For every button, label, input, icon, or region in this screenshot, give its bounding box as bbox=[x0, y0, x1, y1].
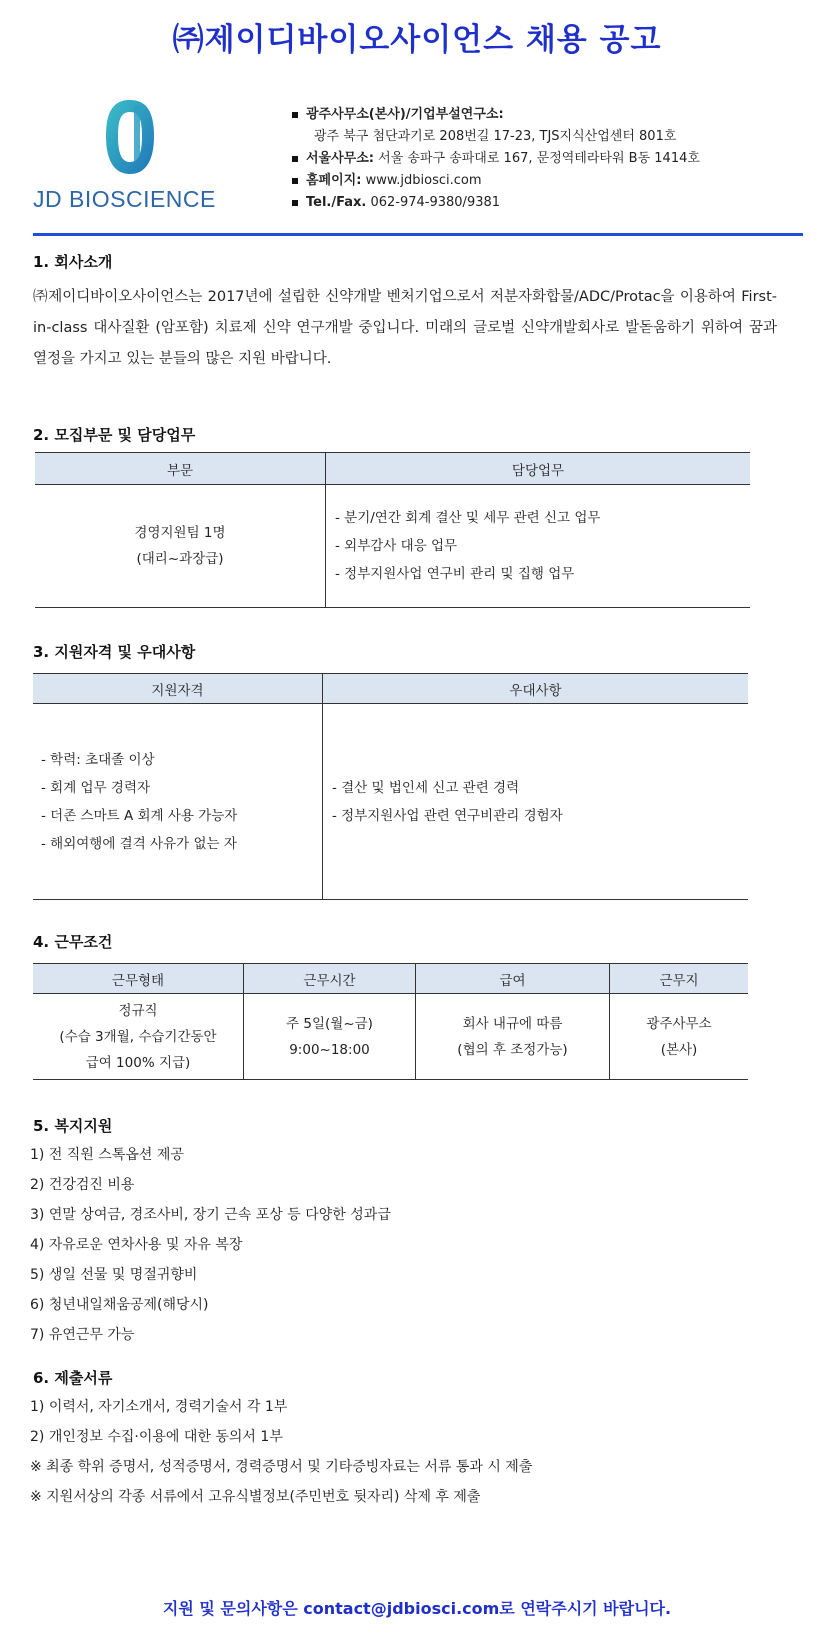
col-header-duty: 담당업무 bbox=[326, 453, 751, 485]
seoul-row bbox=[292, 148, 700, 170]
conditions-table bbox=[33, 963, 748, 1080]
section-heading-benefits: 5. 복지지원 bbox=[33, 1117, 113, 1135]
col-header-pref: 우대사항 bbox=[323, 674, 749, 704]
col-header-location: 근무지 bbox=[610, 964, 749, 994]
list-item: 2) 건강검진 비용 bbox=[30, 1177, 135, 1193]
section-heading-intro: 1. 회사소개 bbox=[33, 253, 113, 271]
tel-row bbox=[292, 192, 700, 214]
work-days: 주 5일(월~금) bbox=[286, 1015, 373, 1032]
col-header-dept: 부문 bbox=[35, 453, 326, 485]
work-time: 9:00~18:00 bbox=[289, 1041, 370, 1058]
positions-table bbox=[35, 452, 750, 608]
contact-info bbox=[292, 104, 700, 214]
bullet-icon bbox=[292, 112, 298, 118]
duty-item: - 분기/연간 회계 결산 및 세무 관련 신고 업무 bbox=[335, 510, 601, 526]
section-heading-positions: 2. 모집부문 및 담당업무 bbox=[33, 426, 196, 444]
duty-item: - 외부감사 대응 업무 bbox=[335, 538, 458, 554]
bullet-icon bbox=[292, 200, 298, 206]
preferences-cell bbox=[323, 704, 749, 900]
hq-address: 광주 북구 첨단과기로 208번길 17-23, TJS지식산업센터 801호 bbox=[314, 129, 677, 144]
col-header-type: 근무형태 bbox=[33, 964, 244, 994]
list-item: ※ 지원서상의 각종 서류에서 고유식별정보(주민번호 뒷자리) 삭제 후 제출 bbox=[30, 1489, 481, 1505]
section-heading-documents: 6. 제출서류 bbox=[33, 1369, 113, 1387]
dept-name: 경영지원팀 1명 bbox=[134, 525, 226, 541]
qual-item: - 해외여행에 결격 사유가 없는 자 bbox=[41, 835, 237, 852]
qualifications-cell bbox=[33, 704, 323, 900]
qualifications-table bbox=[33, 673, 748, 900]
page-title: ㈜제이디바이오사이언스 채용 공고 bbox=[172, 22, 662, 58]
employment-type-note: 급여 100% 지급) bbox=[85, 1054, 191, 1071]
bullet-icon bbox=[292, 156, 298, 162]
benefits-list bbox=[30, 1140, 391, 1350]
homepage-link[interactable]: www.jdbiosci.com bbox=[365, 173, 482, 188]
dept-grade: (대리~과장급) bbox=[136, 551, 224, 567]
list-item: 4) 자유로운 연차사용 및 자유 복장 bbox=[30, 1237, 243, 1253]
list-item: 6) 청년내일채움공제(해당시) bbox=[30, 1297, 209, 1313]
employment-type-note: (수습 3개월, 수습기간동안 bbox=[59, 1028, 217, 1045]
work-hours-cell bbox=[244, 994, 416, 1080]
qual-item: - 학력: 초대졸 이상 bbox=[41, 751, 155, 768]
pref-item: - 정부지원사업 관련 연구비관리 경험자 bbox=[332, 807, 563, 824]
section-heading-conditions: 4. 근무조건 bbox=[33, 933, 113, 951]
dept-cell bbox=[35, 485, 326, 608]
employment-type: 정규직 bbox=[118, 1002, 158, 1019]
list-item: 5) 생일 선물 및 명절귀향비 bbox=[30, 1267, 198, 1283]
location-value: 광주사무소 bbox=[646, 1015, 712, 1032]
list-item: 2) 개인정보 수집·이용에 대한 동의서 1부 bbox=[30, 1429, 283, 1445]
employment-type-cell bbox=[33, 994, 244, 1080]
qual-item: - 더존 스마트 A 회계 사용 가능자 bbox=[41, 807, 238, 824]
list-item: 3) 연말 상여금, 경조사비, 장기 근속 포상 등 다양한 성과급 bbox=[30, 1207, 391, 1223]
pay-note: (협의 후 조정가능) bbox=[457, 1041, 568, 1058]
company-intro-text: ㈜제이디바이오사이언스는 2017년에 설립한 신약개발 벤처기업으로서 저분자화합물/ADC/Protac을 이용하여 First-in-class 대사질환 (암포함) 치료제 신약 연구개발 중입니다. 미래의 글로벌 신약개발회사로 발돋움하기 위하여 꿈과 열정을 가지고 있는 분들의 많은 지원 바랍니다. bbox=[33, 289, 777, 367]
pref-item: - 결산 및 법인세 신고 관련 경력 bbox=[332, 779, 520, 796]
hq-label: 광주사무소(본사)/기업부설연구소: bbox=[306, 107, 504, 122]
hq-row bbox=[292, 104, 700, 126]
duty-cell bbox=[326, 485, 751, 608]
homepage-label: 홈페이지: bbox=[306, 173, 362, 188]
col-header-qual: 지원자격 bbox=[33, 674, 323, 704]
qual-item: - 회계 업무 경력자 bbox=[41, 779, 151, 796]
pay-cell bbox=[416, 994, 610, 1080]
list-item: 7) 유연근무 가능 bbox=[30, 1327, 135, 1343]
documents-list bbox=[30, 1392, 532, 1512]
company-logo-icon bbox=[100, 96, 160, 178]
list-item: ※ 최종 학위 증명서, 성적증명서, 경력증명서 및 기타증빙자료는 서류 통과 시 제출 bbox=[30, 1459, 533, 1475]
company-logo-text: JD BIOSCIENCE bbox=[33, 186, 216, 212]
homepage-row bbox=[292, 170, 700, 192]
seoul-address: 서울 송파구 송파대로 167, 문정역테라타워 B동 1414호 bbox=[378, 151, 700, 166]
tel-value: 062-974-9380/9381 bbox=[370, 195, 501, 210]
bullet-icon bbox=[292, 178, 298, 184]
location-cell bbox=[610, 994, 749, 1080]
list-item: 1) 전 직원 스톡옵션 제공 bbox=[30, 1147, 184, 1163]
pay-value: 회사 내규에 따름 bbox=[462, 1015, 563, 1032]
col-header-pay: 급여 bbox=[416, 964, 610, 994]
list-item: 1) 이력서, 자기소개서, 경력기술서 각 1부 bbox=[30, 1399, 288, 1415]
contact-footer: 지원 및 문의사항은 contact@jdbiosci.com로 연락주시기 바랍니다. bbox=[162, 1599, 672, 1618]
section-heading-qualifications: 3. 지원자격 및 우대사항 bbox=[33, 643, 196, 661]
col-header-hours: 근무시간 bbox=[244, 964, 416, 994]
seoul-label: 서울사무소: bbox=[306, 151, 374, 166]
header-divider bbox=[33, 233, 803, 236]
duty-item: - 정부지원사업 연구비 관리 및 집행 업무 bbox=[335, 566, 575, 582]
tel-label: Tel./Fax. bbox=[306, 195, 367, 210]
location-note: (본사) bbox=[660, 1041, 698, 1058]
